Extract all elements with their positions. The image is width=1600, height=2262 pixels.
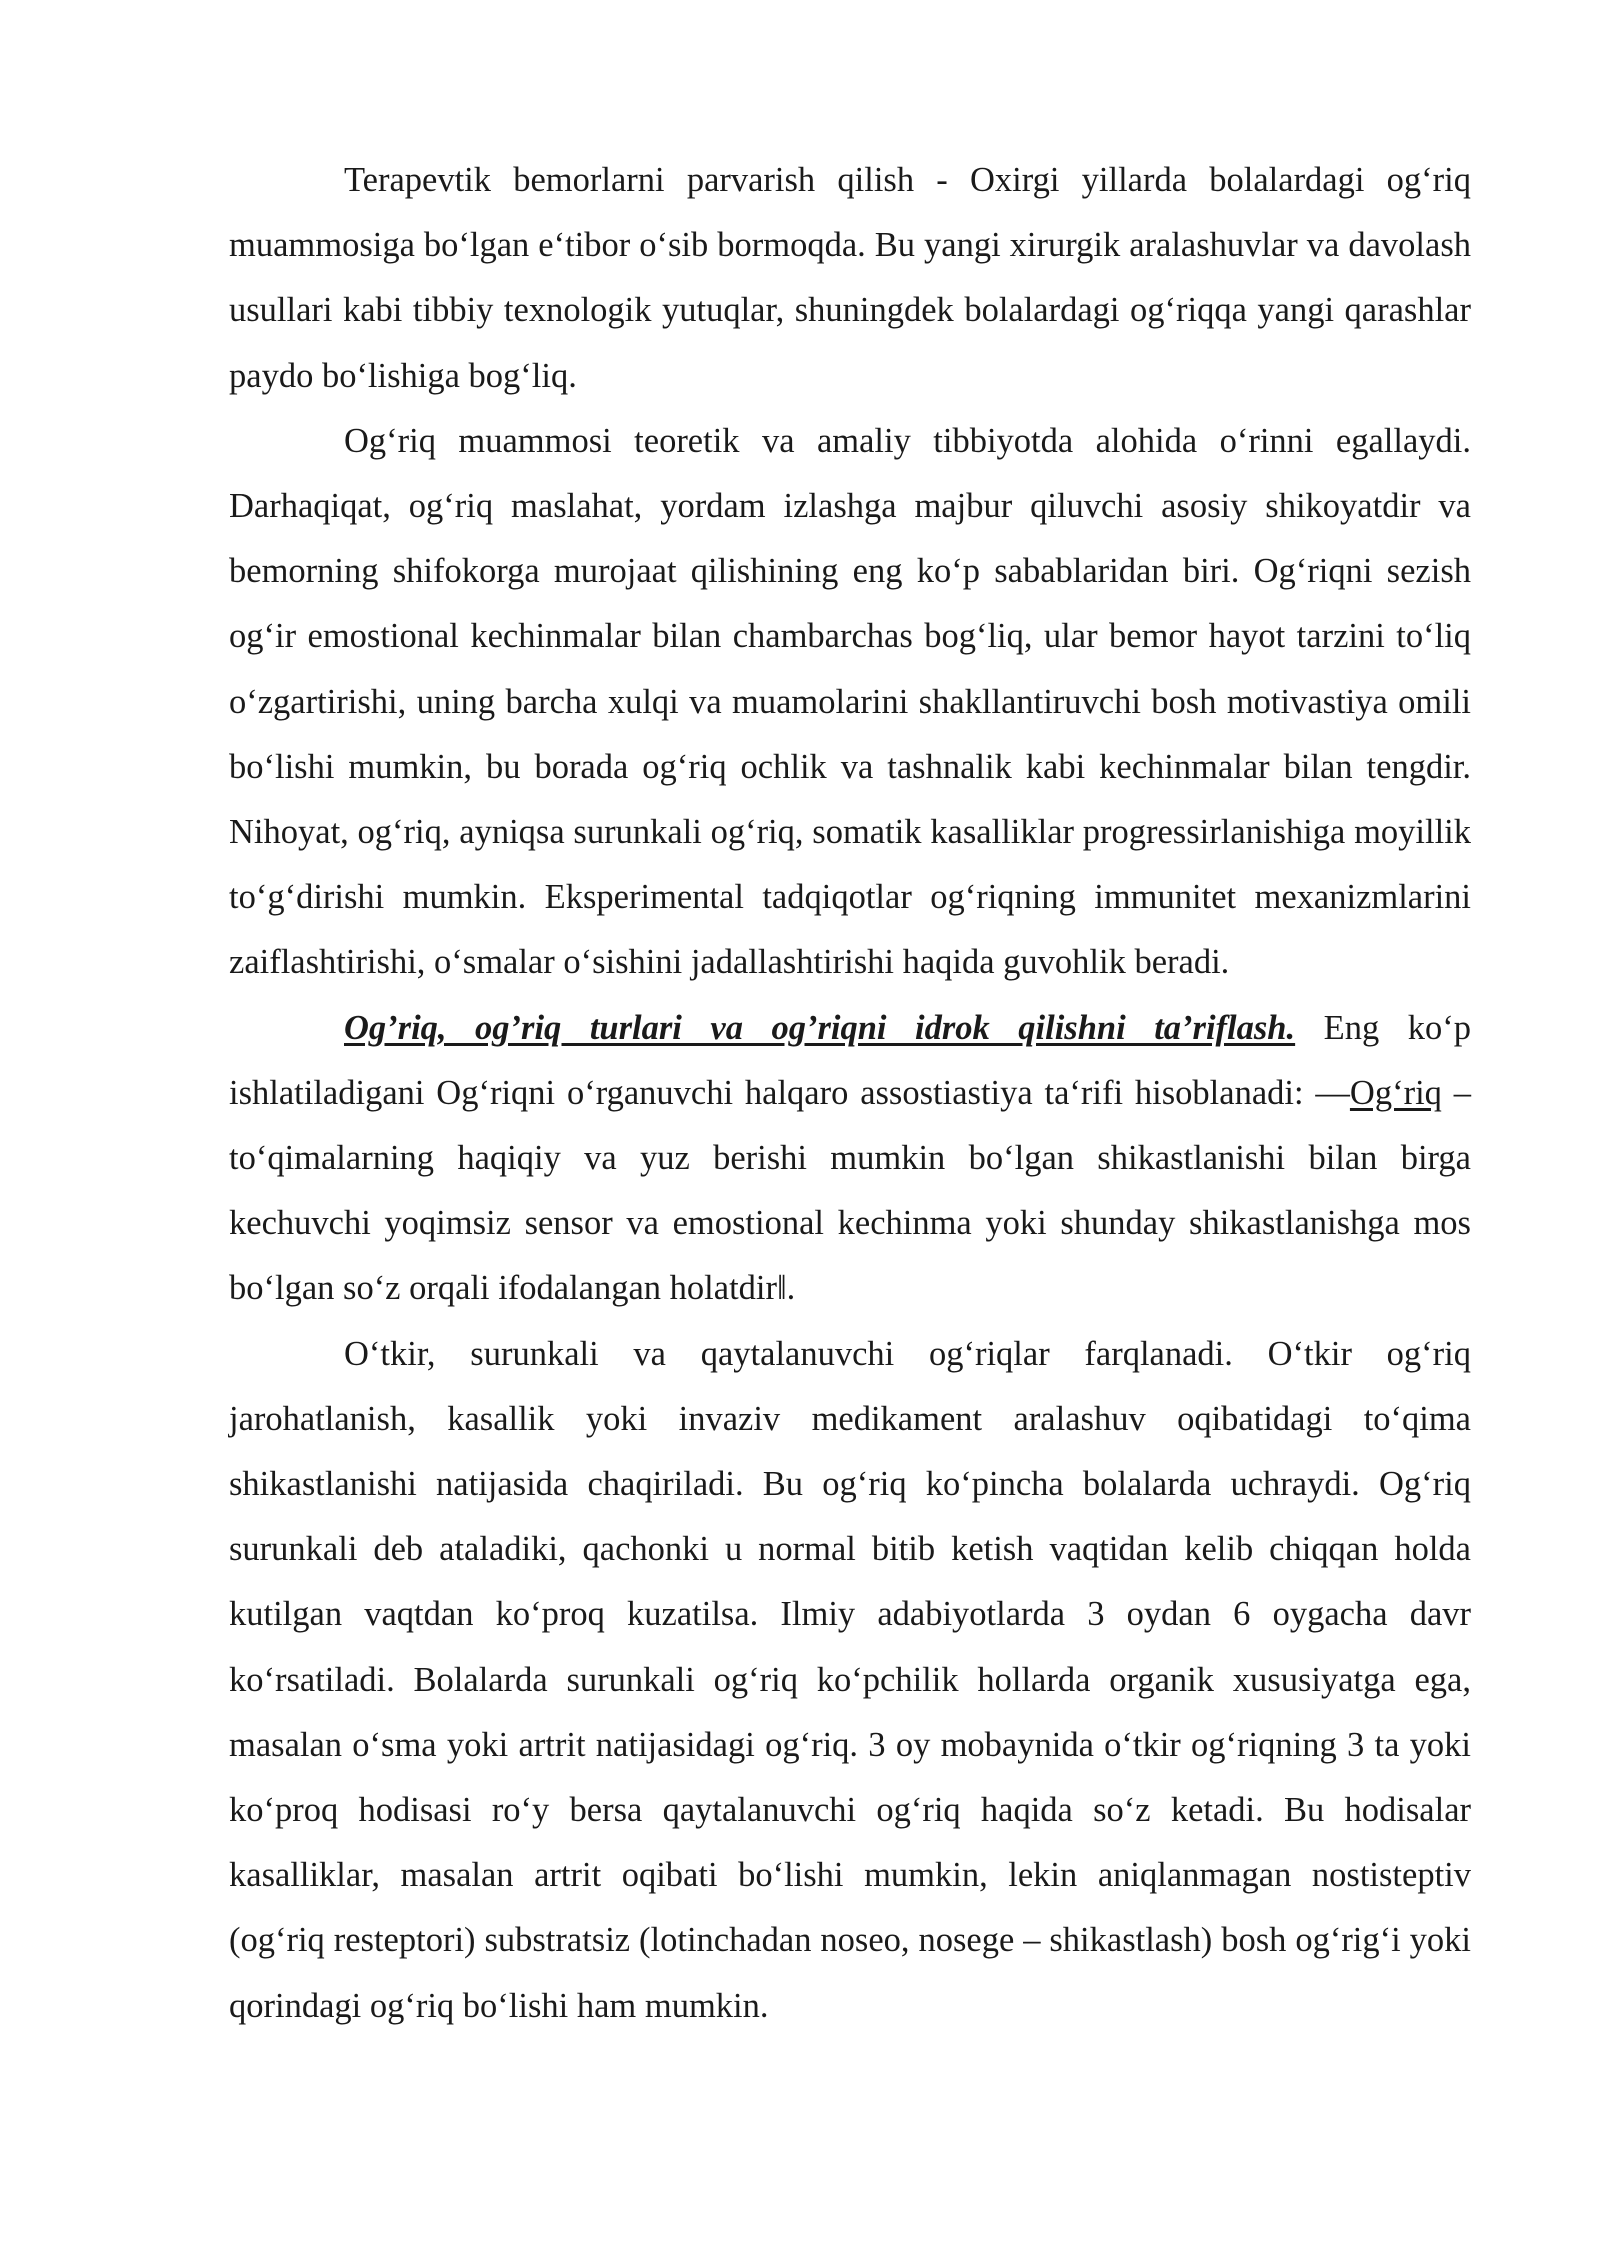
section-heading: Og’riq, og’riq turlari va og’riqni idrok qilishni ta’riflash. xyxy=(344,1008,1296,1047)
paragraph-pain-types: O‘tkir, surunkali va qaytalanuvchi og‘riqlar farqlanadi. O‘tkir og‘riq jarohatlanish, kasallik yoki invaziv medikament aralashuv oqibatidagi to‘qima shikastlanishi natijasida chaqiriladi. Bu og‘riq ko‘pincha bolalarda uchraydi. Og‘riq surunkali deb ataladiki, qachonki u normal bitib ketish vaqtidan kelib chiqqan holda kutilgan vaqtdan ko‘proq kuzatilsa. Ilmiy adabiyotlarda 3 oydan 6 oygacha davr ko‘rsatiladi. Bolalarda surunkali og‘riq ko‘pchilik hollarda organik xususiyatga ega, masalan o‘sma yoki artrit natijasidagi og‘riq. 3 oy mobaynida o‘tkir og‘riqning 3 ta yoki ko‘proq hodisasi ro‘y bersa qaytalanuvchi og‘riq haqida so‘z ketadi. Bu hodisalar kasalliklar, masalan artrit oqibati bo‘lishi mumkin, lekin aniqlanmagan nostisteptiv (og‘riq resteptori) substratsiz (lotinchadan noseo, nosege – shikastlash) bosh og‘rig‘i yoki qorindagi og‘riq bo‘lishi ham mumkin. xyxy=(229,1334,1471,2025)
document-body xyxy=(229,148,1471,2039)
definition-text: – to‘qimalarning haqiqiy va yuz berishi mumkin bo‘lgan shikastlanishi bilan birga kechuvchi yoqimsiz sensor va emostional kechinma yoki shunday shikastlanishga mos bo‘lgan so‘z orqali ifodalangan holatdir‖. xyxy=(229,1073,1472,1308)
definition-lead-text: Eng ko‘p ishlatiladigani Og‘riqni o‘rganuvchi halqaro assostiastiya ta‘rifi hisoblanadi: — xyxy=(229,1008,1471,1112)
paragraph-pain-problem: Og‘riq muammosi teoretik va amaliy tibbiyotda alohida o‘rinni egallaydi. Darhaqiqat, og‘riq maslahat, yordam izlashga majbur qiluvchi asosiy shikoyatdir va bemorning shifokorga murojaat qilishining eng ko‘p sabablaridan biri. Og‘riqni sezish og‘ir emostional kechinmalar bilan chambarchas bog‘liq, ular bemor hayot tarzini to‘liq o‘zgartirishi, uning barcha xulqi va muamolarini shakllantiruvchi bosh motivastiya omili bo‘lishi mumkin, bu borada og‘riq ochlik va tashnalik kabi kechinmalar bilan tengdir. Nihoyat, og‘riq, ayniqsa surunkali og‘riq, somatik kasalliklar progressirlanishiga moyillik to‘g‘dirishi mumkin. Eksperimental tadqiqotlar og‘riqning immunitet mexanizmlarini zaiflashtirishi, o‘smalar o‘sishini jadallashtirishi haqida guvohlik beradi. xyxy=(229,421,1471,982)
paragraph-pain-definition xyxy=(229,996,1471,1322)
defined-term: Og‘riq xyxy=(1349,1073,1442,1112)
paragraph-intro: Terapevtik bemorlarni parvarish qilish - Oxirgi yillarda bolalardagi og‘riq muammosiga bo‘lgan e‘tibor o‘sib bormoqda. Bu yangi xirurgik aralashuvlar va davolash usullari kabi tibbiy texnologik yutuqlar, shuningdek bolalardagi og‘riqqa yangi qarashlar paydo bo‘lishiga bog‘liq. xyxy=(229,161,1471,395)
